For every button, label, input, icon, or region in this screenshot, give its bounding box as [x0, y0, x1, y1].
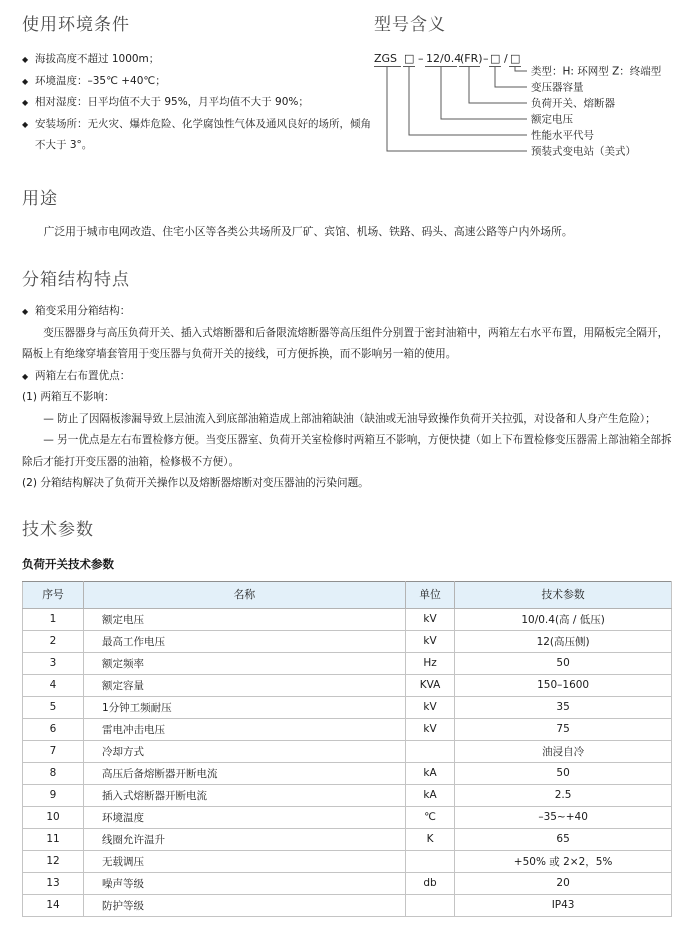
list-item-text: (1) 两箱互不影响：	[22, 391, 115, 403]
cell-no: 13	[23, 872, 84, 894]
cell-name: 冷却方式	[84, 740, 406, 762]
list-item-text: 海拔高度不超过 1000m；	[35, 53, 160, 65]
table-row	[23, 674, 672, 696]
list-item	[22, 49, 374, 71]
list-item-text: — 防止了因隔板渗漏导致上层油流入到底部油箱造成上部油箱缺油（缺油或无油导致操作负荷开关拉弧，对设备和人身产生危险）；	[43, 412, 656, 425]
cell-name: 额定频率	[84, 652, 406, 674]
tech-title: 技术参数	[22, 519, 94, 540]
cell-value: 50	[455, 652, 672, 674]
cell-value: +50% 或 2×2，5%	[455, 850, 672, 872]
cell-unit: db	[405, 872, 454, 894]
cell-no: 11	[23, 828, 84, 850]
connector-line	[495, 67, 527, 88]
list-item	[22, 92, 374, 114]
table-row	[23, 718, 672, 740]
model-code-token: □	[490, 52, 501, 65]
table-header-row	[23, 581, 672, 608]
cell-value: 10/0.4(高 / 低压)	[455, 608, 672, 630]
model-code-token: –	[483, 52, 489, 65]
connector-line	[469, 67, 527, 104]
cell-no: 2	[23, 630, 84, 652]
cell-unit: K	[405, 828, 454, 850]
col-header-unit: 单位	[405, 581, 454, 608]
model-code-token: (FR)	[460, 52, 483, 65]
environment-list	[22, 49, 374, 157]
model-title: 型号含义	[374, 15, 446, 35]
cell-name: 雷电冲击电压	[84, 718, 406, 740]
model-label: 类型：H: 环网型 Z：终端型	[531, 65, 662, 78]
section-environment	[22, 14, 374, 172]
cell-no: 14	[23, 894, 84, 916]
cell-no: 7	[23, 740, 84, 762]
diamond-bullet-icon: ◆	[22, 98, 29, 107]
model-label: 性能水平代号	[531, 129, 594, 142]
list-item-text: 箱变采用分箱结构：	[35, 305, 131, 317]
section-structure	[22, 269, 672, 495]
cell-unit	[405, 850, 454, 872]
list-item-text: 环境温度：–35℃ +40℃；	[35, 74, 166, 87]
col-header-value: 技术参数	[455, 581, 672, 608]
diamond-bullet-icon: ◆	[22, 119, 29, 129]
list-item	[22, 366, 672, 388]
cell-name: 噪声等级	[84, 872, 406, 894]
cell-no: 10	[23, 806, 84, 828]
list-item-text: 两箱左右布置优点：	[35, 369, 131, 382]
cell-value: 35	[455, 696, 672, 718]
cell-unit: KVA	[405, 674, 454, 696]
connector-line	[409, 67, 527, 136]
cell-value: 150–1600	[455, 674, 672, 696]
list-item-text: 安装场所：无火灾、爆炸危险、化学腐蚀性气体及通风良好的场所，倾角不大于 3°。	[35, 117, 371, 151]
diamond-bullet-icon: ◆	[22, 76, 29, 86]
model-code-token: ZGS	[374, 52, 398, 65]
table-row	[23, 740, 672, 762]
cell-unit	[405, 740, 454, 762]
cell-unit: ℃	[405, 806, 454, 828]
load-switch-params-table	[22, 581, 672, 917]
cell-no: 9	[23, 784, 84, 806]
cell-name: 无载调压	[84, 850, 406, 872]
top-row	[22, 14, 672, 172]
section-model	[374, 14, 694, 172]
cell-name: 线圈允许温升	[84, 828, 406, 850]
cell-no: 6	[23, 718, 84, 740]
list-item	[22, 114, 374, 157]
table-row	[23, 762, 672, 784]
cell-name: 额定电压	[84, 608, 406, 630]
table-row	[23, 608, 672, 630]
list-item-text: 变压器器身与高压负荷开关、插入式熔断器和后备限流熔断器等高压组件分别置于密封油箱中，两箱左右水平布置，用隔板完全隔开，隔板上有绝缘穿墙套管用于变压器与负荷开关的接线，可方便拆换，而不影响另一箱的使用。	[22, 326, 669, 360]
model-label: 预装式变电站（美式）	[531, 145, 636, 158]
cell-value: 2.5	[455, 784, 672, 806]
diamond-bullet-icon: ◆	[22, 55, 29, 64]
model-code-diagram	[374, 49, 694, 163]
list-item-text: (2) 分箱结构解决了负荷开关操作以及熔断器熔断对变压器油的污染问题。	[22, 477, 369, 489]
cell-name: 额定容量	[84, 674, 406, 696]
col-header-no: 序号	[23, 581, 84, 608]
list-item	[22, 301, 672, 323]
usage-title: 用途	[22, 189, 58, 209]
cell-no: 5	[23, 696, 84, 718]
model-code-token: □	[404, 52, 415, 65]
cell-no: 8	[23, 762, 84, 784]
col-header-name: 名称	[84, 581, 406, 608]
section-usage	[22, 188, 672, 242]
cell-no: 12	[23, 850, 84, 872]
table-row	[23, 696, 672, 718]
environment-title: 使用环境条件	[22, 15, 130, 35]
list-item-text: 相对湿度：日平均值不大于 95%，月平均值不大于 90%；	[35, 96, 309, 108]
diamond-bullet-icon: ◆	[22, 307, 29, 316]
cell-value: 20	[455, 872, 672, 894]
section-tech-params	[22, 519, 672, 917]
table-row	[23, 872, 672, 894]
cell-name: 环境温度	[84, 806, 406, 828]
connector-line	[515, 67, 527, 72]
cell-name: 1分钟工频耐压	[84, 696, 406, 718]
cell-value: 12(高压侧)	[455, 630, 672, 652]
table-row	[23, 652, 672, 674]
cell-unit: kA	[405, 784, 454, 806]
connector-line	[387, 67, 527, 152]
cell-no: 3	[23, 652, 84, 674]
cell-unit: Hz	[405, 652, 454, 674]
cell-value: IP43	[455, 894, 672, 916]
structure-list	[22, 301, 672, 495]
table-row	[23, 850, 672, 872]
cell-name: 最高工作电压	[84, 630, 406, 652]
diamond-bullet-icon: ◆	[22, 371, 29, 381]
cell-unit: kV	[405, 718, 454, 740]
cell-name: 防护等级	[84, 894, 406, 916]
cell-value: 75	[455, 718, 672, 740]
model-code-token: 12/0.4	[426, 52, 462, 65]
table-row	[23, 806, 672, 828]
table-row	[23, 784, 672, 806]
cell-name: 高压后备熔断器开断电流	[84, 762, 406, 784]
connector-line	[441, 67, 527, 120]
model-code-token: □	[510, 52, 521, 65]
cell-value: –35~+40	[455, 806, 672, 828]
cell-value: 油浸自冷	[455, 740, 672, 762]
cell-value: 65	[455, 828, 672, 850]
table-row	[23, 894, 672, 916]
model-code-token: /	[504, 52, 508, 65]
model-code-token: –	[418, 52, 424, 65]
cell-name: 插入式熔断器开断电流	[84, 784, 406, 806]
cell-no: 4	[23, 674, 84, 696]
usage-body: 广泛用于城市电网改造、住宅小区等各类公共场所及厂矿、宾馆、机场、铁路、码头、高速公路等户内外场所。	[43, 225, 573, 238]
table-row	[23, 828, 672, 850]
cell-unit: kV	[405, 608, 454, 630]
model-label: 负荷开关、熔断器	[531, 97, 615, 110]
structure-title: 分箱结构特点	[22, 270, 130, 290]
cell-unit: kA	[405, 762, 454, 784]
table-row	[23, 630, 672, 652]
model-label: 变压器容量	[531, 81, 584, 94]
list-item	[22, 71, 374, 93]
cell-no: 1	[23, 608, 84, 630]
cell-value: 50	[455, 762, 672, 784]
cell-unit: kV	[405, 630, 454, 652]
tech-subtitle: 负荷开关技术参数	[22, 556, 114, 571]
model-label: 额定电压	[531, 113, 573, 126]
cell-unit	[405, 894, 454, 916]
cell-unit: kV	[405, 696, 454, 718]
list-item-text: — 另一优点是左右布置检修方便。当变压器室、负荷开关室检修时两箱互不影响，方便快捷（如上下布置检修变压器需上部油箱全部拆除后才能打开变压器的油箱，检修极不方便）。	[22, 434, 672, 468]
